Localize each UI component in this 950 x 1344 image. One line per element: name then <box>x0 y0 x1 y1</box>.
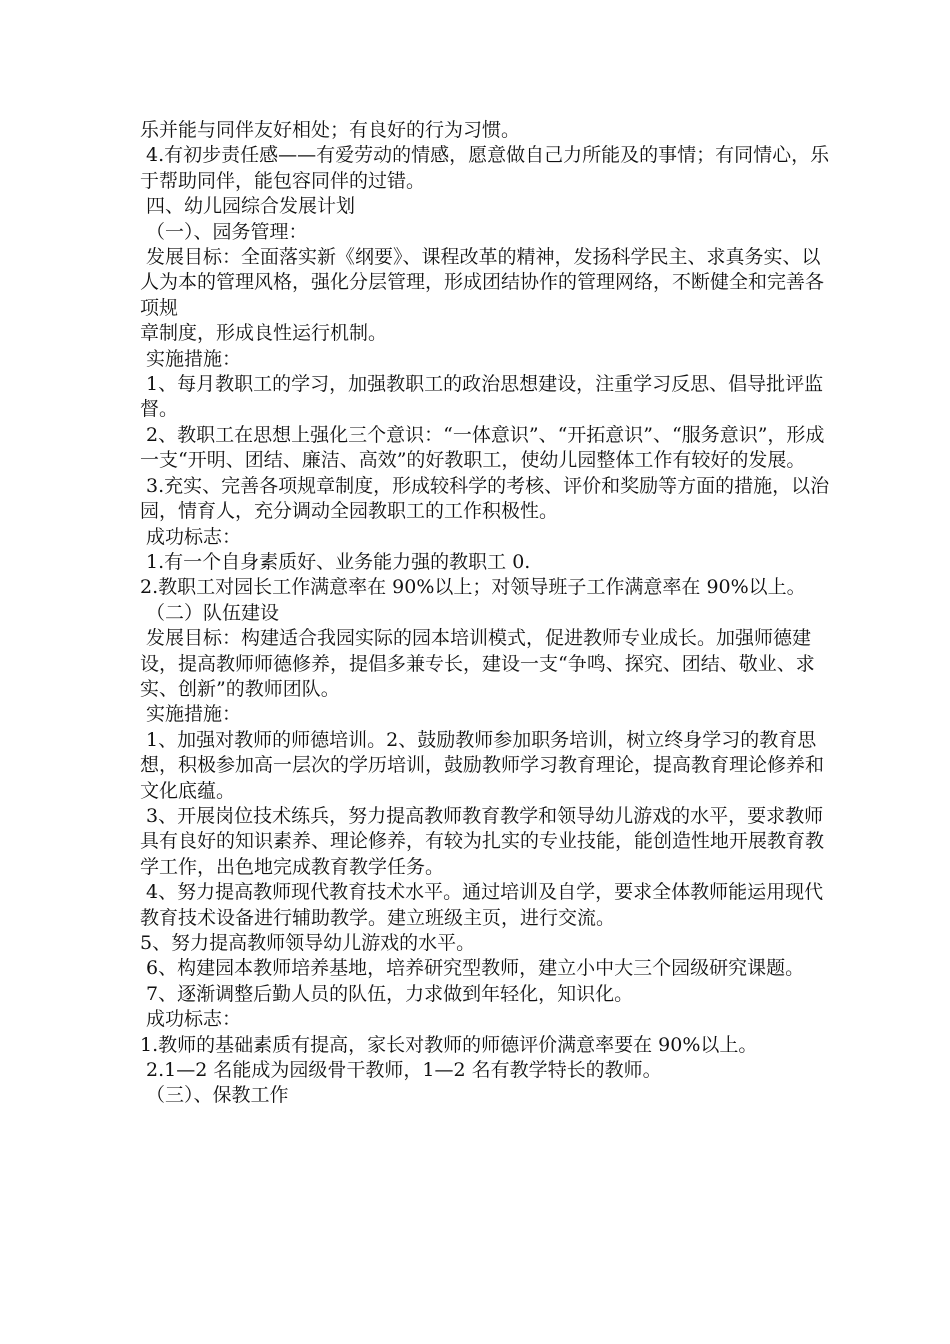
paragraph: 4.有初步责任感——有爱劳动的情感，愿意做自己力所能及的事情；有同情心，乐于帮助同伴，能包容同伴的过错。 <box>140 144 830 192</box>
subsection-heading: （二）队伍建设 <box>140 601 280 624</box>
paragraph: 乐并能与同伴友好相处；有良好的行为习惯。 <box>140 119 521 141</box>
paragraph: 发展目标：构建适合我园实际的园本培训模式，促进教师专业成长。加强师德建设，提高教师师德修养，提倡多兼专长，建设一支“争鸣、探究、团结、敬业、求实、创新”的教师团队。 <box>140 627 815 700</box>
document-body <box>140 118 830 1109</box>
paragraph: 1、每月教职工的学习，加强教职工的政治思想建设，注重学习反思、倡导批评监督。 <box>140 373 824 421</box>
paragraph: 3、开展岗位技术练兵，努力提高教师教育教学和领导幼儿游戏的水平，要求教师具有良好的知识素养、理论修养，有较为扎实的专业技能，能创造性地开展教育教学工作，出色地完成教育教学任务。 <box>140 804 825 878</box>
paragraph: 7、逐渐调整后勤人员的队伍，力求做到年轻化，知识化。 <box>140 982 634 1005</box>
paragraph: 章制度，形成良性运行机制。 <box>140 322 388 345</box>
paragraph: 4、努力提高教师现代教育技术水平。通过培训及自学，要求全体教师能运用现代教育技术设备进行辅助教学。建立班级主页，进行交流。 <box>140 881 824 929</box>
paragraph: 5、努力提高教师领导幼儿游戏的水平。 <box>140 932 476 954</box>
paragraph: 6、构建园本教师培养基地，培养研究型教师，建立小中大三个园级研究课题。 <box>140 957 805 980</box>
paragraph: 2.教职工对园长工作满意率在 90%以上；对领导班子工作满意率在 90%以上。 <box>140 576 806 599</box>
paragraph: 实施措施： <box>140 347 242 370</box>
paragraph: 3.充实、完善各项规章制度，形成较科学的考核、评价和奖励等方面的措施，以治园，情育人，充分调动全园教职工的工作积极性。 <box>140 474 830 523</box>
paragraph: 1.教师的基础素质有提高，家长对教师的师德评价满意率要在 90%以上。 <box>140 1033 758 1056</box>
paragraph: 1、加强对教师的师德培训。2、鼓励教师参加职务培训，树立终身学习的教育思想，积极参加高一层次的学历培训，鼓励教师学习教育理论，提高教育理论修养和文化底蕴。 <box>140 728 825 802</box>
paragraph: 人为本的管理风格，强化分层管理，形成团结协作的管理网络，不断健全和完善各项规 <box>140 271 825 319</box>
paragraph: 成功标志： <box>140 525 242 548</box>
paragraph: 1.有一个自身素质好、业务能力强的教职工 0. <box>140 550 531 573</box>
paragraph: 成功标志： <box>140 1008 242 1031</box>
subsection-heading: （三）、保教工作 <box>140 1084 289 1107</box>
section-heading: 四、幼儿园综合发展计划 <box>140 195 356 218</box>
paragraph: 实施措施： <box>140 703 242 726</box>
paragraph: 2、教职工在思想上强化三个意识：“一体意识”、“开拓意识”、“服务意识”，形成一支“开明、团结、廉洁、高效”的好教职工，使幼儿园整体工作有较好的发展。 <box>140 423 825 472</box>
paragraph: 2.1—2 名能成为园级骨干教师，1—2 名有教学特长的教师。 <box>140 1059 662 1082</box>
subsection-heading: （一）、园务管理： <box>140 220 308 243</box>
paragraph: 发展目标：全面落实新《纲要》、课程改革的精神，发扬科学民主、求真务实、以 <box>140 246 821 269</box>
